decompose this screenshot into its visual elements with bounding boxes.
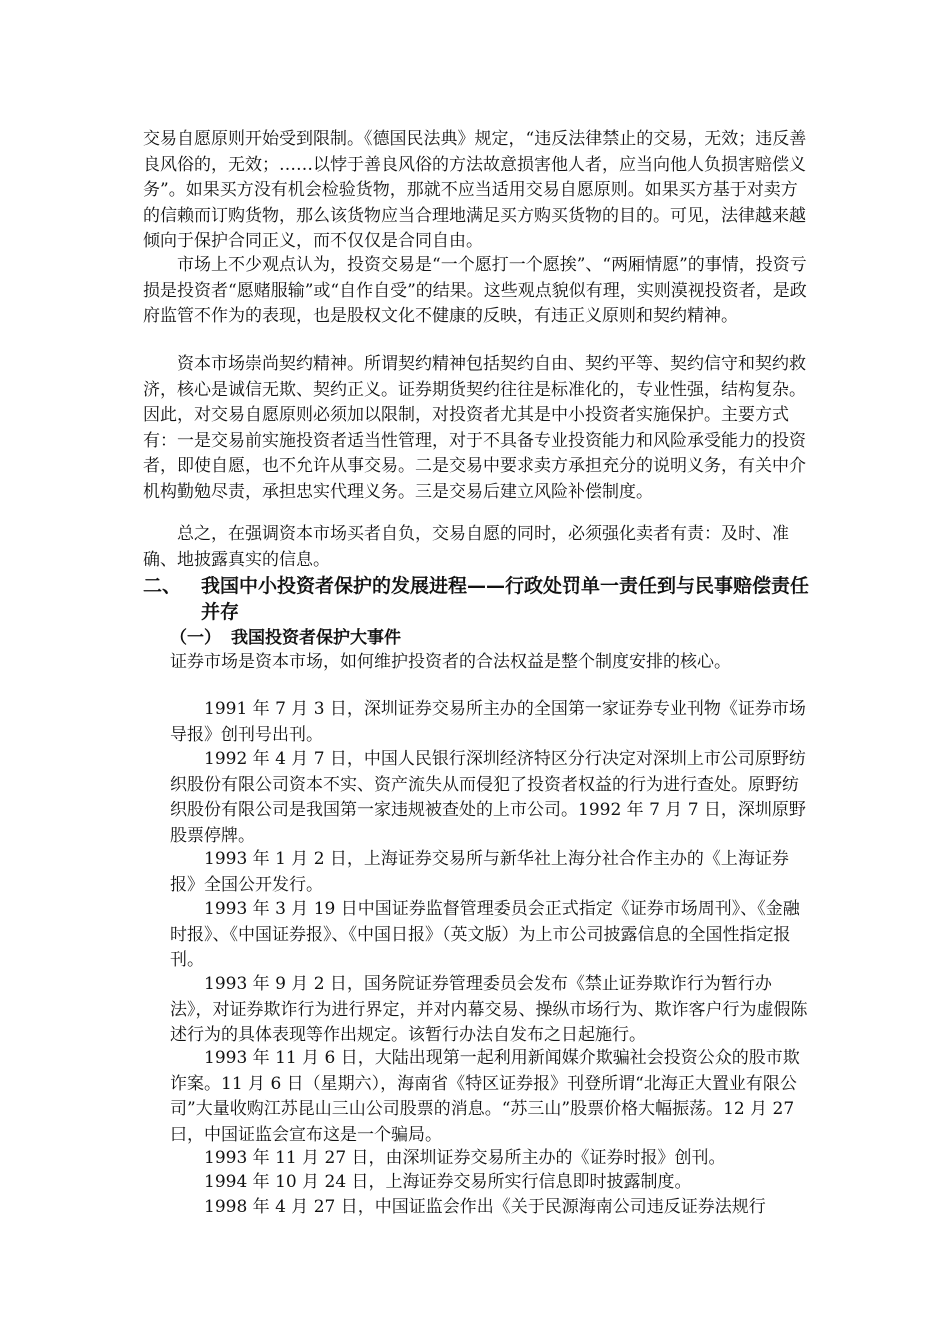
subsection-heading	[170, 627, 401, 649]
event-item: 1993 年 9 月 2 日，国务院证券管理委员会发布《禁止证券欺诈行为暂行办法》，对证券欺诈行为进行界定，并对内幕交易、操纵市场行为、欺诈客户行为虚假陈述行为的具体表现等作出规定。该暂行办法自发布之日起施行。	[170, 974, 808, 1045]
section-number: 二、	[143, 575, 182, 597]
event-item: 1998 年 4 月 27 日，中国证监会作出《关于民源海南公司违反证券法规行	[204, 1197, 766, 1217]
section-heading	[143, 573, 813, 625]
paragraph-market-views: 市场上不少观点认为，投资交易是“一个愿打一个愿挨”、“两厢情愿”的事情，投资亏损是投资者“愿赌服输”或“自作自受”的结果。这些观点貌似有理，实则漠视投资者，是政府监管不作为的表现，也是股权文化不健康的反映，有违正义原则和契约精神。	[143, 255, 807, 326]
event-item: 1994 年 10 月 24 日，上海证券交易所实行信息即时披露制度。	[204, 1172, 692, 1192]
paragraph-summary: 总之，在强调资本市场买者自负，交易自愿的同时，必须强化卖者有责：及时、准确、地披露真实的信息。	[143, 524, 789, 570]
event-item: 1991 年 7 月 3 日，深圳证券交易所主办的全国第一家证券专业刊物《证券市场导报》创刊号出刊。	[170, 699, 806, 745]
subsection-title: 我国投资者保护大事件	[231, 628, 401, 648]
event-item: 1993 年 3 月 19 日中国证券监督管理委员会正式指定《证券市场周刊》、《金融时报》、《中国证券报》、《中国日报》（英文版）为上市公司披露信息的全国性指定报刊。	[170, 899, 800, 970]
paragraph-contract-spirit: 资本市场崇尚契约精神。所谓契约精神包括契约自由、契约平等、契约信守和契约救济，核心是诚信无欺、契约正义。证券期货契约往往是标准化的，专业性强，结构复杂。因此，对交易自愿原则必须加以限制，对投资者尤其是中小投资者实施保护。主要方式有：一是交易前实施投资者适当性管理，对于不具备专业投资能力和风险承受能力的投资者，即使自愿，也不允许从事交易。二是交易中要求卖方承担充分的说明义务，有关中介机构勤勉尽责，承担忠实代理义务。三是交易后建立风险补偿制度。	[143, 354, 806, 502]
intro-paragraph: 证券市场是资本市场，如何维护投资者的合法权益是整个制度安排的核心。	[170, 652, 731, 672]
event-item: 1993 年 11 月 27 日，由深圳证券交易所主办的《证券时报》创刊。	[204, 1148, 726, 1168]
section-title: 我国中小投资者保护的发展进程——行政处罚单一责任到与民事赔偿责任并存	[201, 575, 810, 623]
event-item: 1992 年 4 月 7 日，中国人民银行深圳经济特区分行决定对深圳上市公司原野纺织股份有限公司资本不实、资产流失从而侵犯了投资者权益的行为进行查处。原野纺织股份有限公司是我国第一家违规被查处的上市公司。1992 年 7 月 7 日，深圳原野股票停牌。	[170, 749, 806, 846]
event-item: 1993 年 11 月 6 日，大陆出现第一起利用新闻媒介欺骗社会投资公众的股市欺诈案。11 月 6 日（星期六），海南省《特区证券报》刊登所谓“北海正大置业有限公司”大量收购江苏昆山三山公司股票的消息。“苏三山”股票价格大幅振荡。12 月 27 曰，中国证监会宣布这是一个骗局。	[170, 1048, 800, 1145]
event-item: 1993 年 1 月 2 日，上海证券交易所与新华社上海分社合作主办的《上海证券报》全国公开发行。	[170, 849, 789, 895]
paragraph-contract-justice: 交易自愿原则开始受到限制。《德国民法典》规定，“违反法律禁止的交易，无效；违反善良风俗的，无效；……以悖于善良风俗的方法故意损害他人者，应当向他人负损害赔偿义务”。如果买方没有机会检验货物，那就不应当适用交易自愿原则。如果买方基于对卖方的信赖而订购货物，那么该货物应当合理地满足买方购买货物的目的。可见，法律越来越倾向于保护合同正义，而不仅仅是合同自由。	[143, 129, 807, 251]
subsection-number: （一）	[170, 628, 221, 648]
